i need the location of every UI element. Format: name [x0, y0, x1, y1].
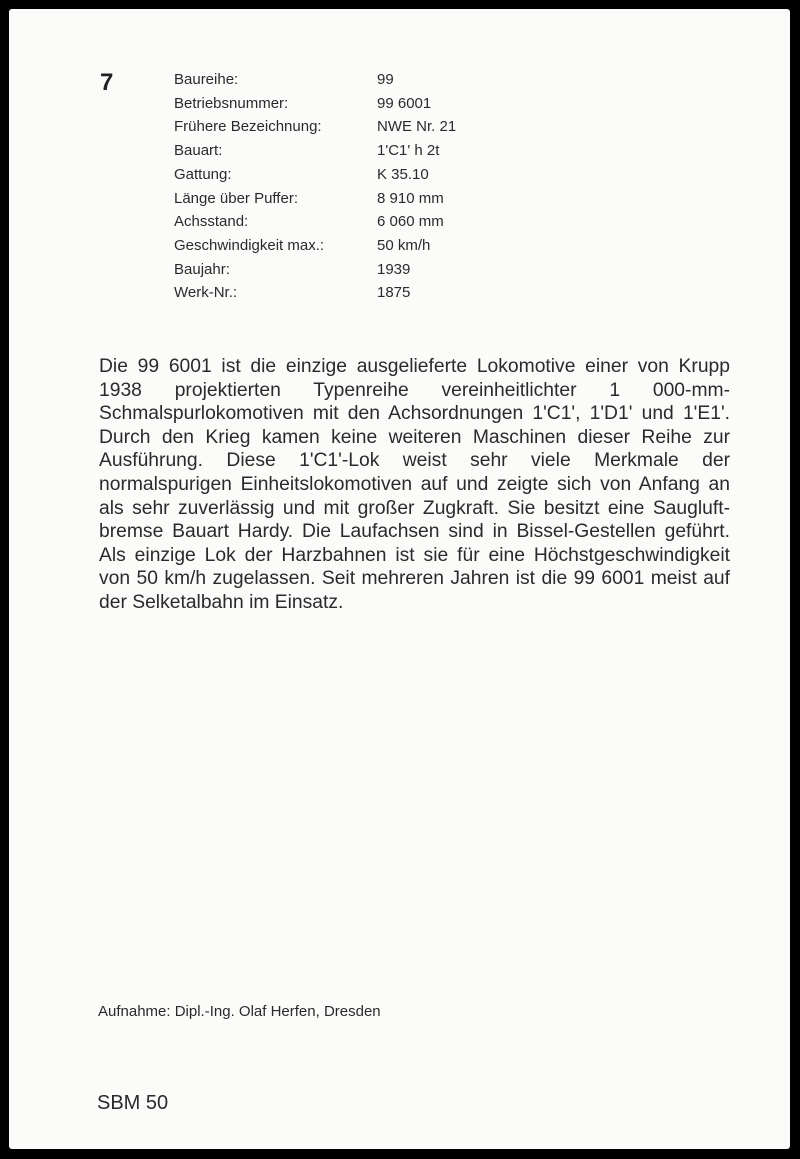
spec-label: Achsstand: — [174, 213, 249, 231]
spec-row — [174, 234, 456, 258]
spec-value: K 35.10 — [377, 165, 429, 183]
spec-label: Werk-Nr.: — [174, 284, 238, 302]
spec-value: 8 910 mm — [377, 189, 444, 207]
spec-row — [174, 258, 456, 282]
spec-row — [174, 139, 456, 163]
spec-row — [174, 92, 456, 116]
spec-value: 99 6001 — [377, 94, 432, 112]
spec-value: NWE Nr. 21 — [377, 118, 457, 136]
spec-label: Betriebsnummer: — [174, 94, 289, 112]
spec-table — [174, 68, 456, 305]
spec-value: 99 — [377, 71, 394, 88]
series-code: SBM 50 — [97, 1092, 169, 1114]
postcard-back — [9, 9, 790, 1149]
card-number: 7 — [100, 69, 114, 96]
spec-label: Frühere Bezeichnung: — [174, 118, 322, 136]
spec-row — [174, 163, 456, 187]
photo-credit: Aufnahme: Dipl.-Ing. Olaf Herfen, Dresden — [98, 1003, 381, 1020]
spec-value: 1939 — [377, 260, 411, 278]
spec-label: Länge über Puffer: — [174, 189, 298, 207]
spec-label: Bauart: — [174, 142, 223, 160]
spec-value: 1'C1' h 2t — [377, 142, 440, 160]
spec-label: Gattung: — [174, 165, 232, 183]
spec-label: Baujahr: — [174, 260, 230, 278]
spec-value: 50 km/h — [377, 236, 431, 254]
spec-value: 1875 — [377, 284, 411, 302]
description-paragraph: Die 99 6001 ist die einzige ausgelieferte Lokomotive einer von Krupp 1938 projektierten Typenreihe vereinheitlichter 1 000-mm-Schmalspurlokomotiven mit den Achsordnungen 1'C1', 1'D1' und 1'E1'. Durch den Krieg kamen keine weiteren Maschinen dieser Reihe zur Ausführung. Diese 1'C1'-Lok weist sehr viele Merkmale der normalspurigen Einheitslokomotiven auf und zeigte sich von Anfang an als sehr zuverlässig und mit großer Zugkraft. Sie besitzt eine Saugluftbremse Bauart Hardy. Die Laufachsen sind in Bissel-Gestellen geführt. Als einzige Lok der Harzbahnen ist sie für eine Höchstgeschwindigkeit von 50 km/h zugelassen. Seit mehreren Jahren ist die 99 6001 meist auf der Selketalbahn im Einsatz. — [99, 356, 730, 613]
spec-row — [174, 210, 456, 234]
spec-row — [174, 115, 456, 139]
spec-label: Baureihe: — [174, 71, 239, 88]
spec-label: Geschwindigkeit max.: — [174, 236, 325, 254]
spec-row — [174, 281, 456, 305]
spec-row — [174, 68, 456, 92]
spec-value: 6 060 mm — [377, 213, 444, 231]
spec-row — [174, 187, 456, 211]
